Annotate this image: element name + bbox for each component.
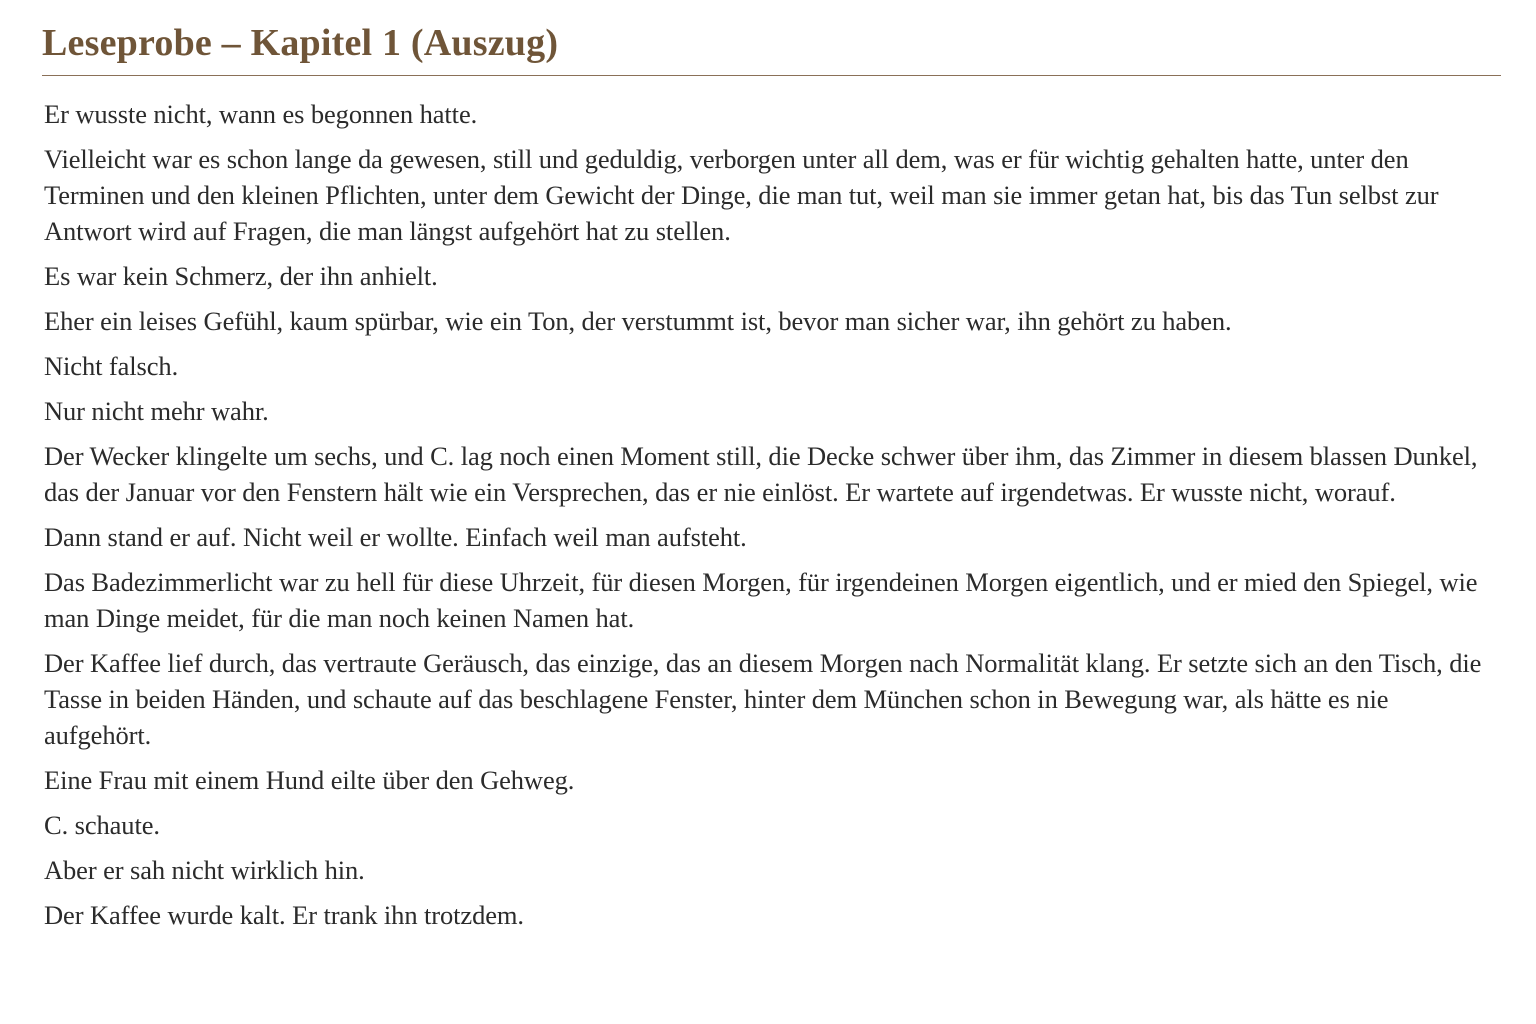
paragraph: Er wusste nicht, wann es begonnen hatte. bbox=[44, 99, 478, 129]
paragraph: Der Kaffee lief durch, das vertraute Geräusch, das einzige, das an diesem Morgen nach Normalität klang. Er setzte sich an den Tisch, die Tasse in beiden Händen, und schaute auf das beschlagene Fenster, hinter dem München schon in Bewegung war, als hätte es nie aufgehört. bbox=[44, 648, 1482, 750]
paragraph: Eher ein leises Gefühl, kaum spürbar, wie ein Ton, der verstummt ist, bevor man sicher war, ihn gehört zu haben. bbox=[44, 306, 1232, 336]
title-divider bbox=[42, 75, 1501, 76]
paragraph: Nicht falsch. bbox=[44, 351, 179, 381]
document-page bbox=[42, 0, 1501, 942]
document-body bbox=[42, 96, 1501, 933]
page-title: Leseprobe – Kapitel 1 (Auszug) bbox=[42, 22, 559, 64]
paragraph: C. schaute. bbox=[44, 810, 160, 840]
paragraph: Aber er sah nicht wirklich hin. bbox=[44, 855, 365, 885]
paragraph: Das Badezimmerlicht war zu hell für diese Uhrzeit, für diesen Morgen, für irgendeinen Morgen eigentlich, und er mied den Spiegel, wie man Dinge meidet, für die man noch keinen Namen hat. bbox=[44, 567, 1478, 633]
paragraph: Der Wecker klingelte um sechs, und C. lag noch einen Moment still, die Decke schwer über ihm, das Zimmer in diesem blassen Dunkel, das der Januar vor den Fenstern hält wie ein Versprechen, das er nie einlöst. Er wartete auf irgendetwas. Er wusste nicht, worauf. bbox=[44, 441, 1478, 507]
paragraph: Es war kein Schmerz, der ihn anhielt. bbox=[44, 261, 438, 291]
paragraph: Dann stand er auf. Nicht weil er wollte. Einfach weil man aufsteht. bbox=[44, 522, 747, 552]
paragraph: Vielleicht war es schon lange da gewesen, still und geduldig, verborgen unter all dem, was er für wichtig gehalten hatte, unter den Terminen und den kleinen Pflichten, unter dem Gewicht der Dinge, die man tut, weil man sie immer getan hat, bis das Tun selbst zur Antwort wird auf Fragen, die man längst aufgehört hat zu stellen. bbox=[44, 144, 1439, 246]
paragraph: Eine Frau mit einem Hund eilte über den Gehweg. bbox=[44, 765, 575, 795]
paragraph: Nur nicht mehr wahr. bbox=[44, 396, 269, 426]
paragraph: Der Kaffee wurde kalt. Er trank ihn trotzdem. bbox=[44, 900, 524, 930]
